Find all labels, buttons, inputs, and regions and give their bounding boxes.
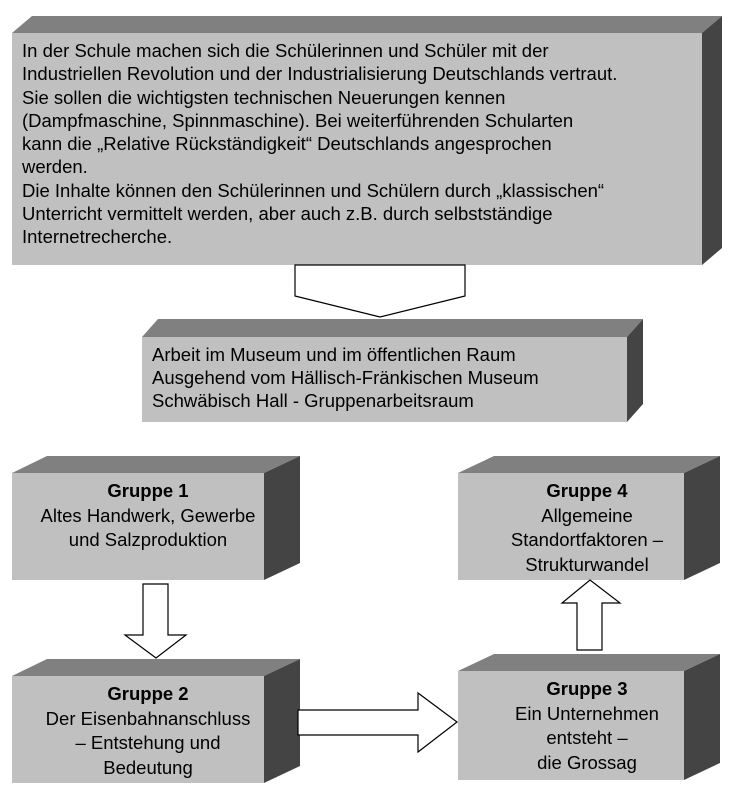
intro-text bbox=[22, 39, 712, 249]
group-3-box-top bbox=[458, 654, 720, 671]
group-4-line: Allgemeine bbox=[541, 504, 633, 526]
group-1-title: Gruppe 1 bbox=[107, 480, 189, 501]
group-4-box-top bbox=[458, 456, 720, 473]
arrow-down-group1-to-group2 bbox=[125, 584, 186, 658]
arrow-down-intro-to-museum bbox=[295, 265, 465, 317]
group-3-line: entsteht – bbox=[546, 727, 628, 748]
museum-line: Arbeit im Museum und im öffentlichen Raum bbox=[152, 344, 516, 365]
museum-line: Schwäbisch Hall - Gruppenarbeitsraum bbox=[152, 390, 474, 411]
group-2-line: – Entstehung und bbox=[75, 732, 221, 753]
group-4-title: Gruppe 4 bbox=[546, 480, 628, 501]
museum-line: Ausgehend vom Hällisch-Fränkischen Museum bbox=[152, 367, 539, 388]
group-1-line: und Salzproduktion bbox=[68, 529, 228, 550]
group-2-line: Der Eisenbahnanschluss bbox=[45, 707, 251, 729]
intro-line: kann die „Relative Rückständigkeit“ Deutschlands angesprochen bbox=[22, 133, 552, 155]
intro-line: (Dampfmaschine, Spinnmaschine). Bei weiterführenden Schularten bbox=[22, 109, 574, 131]
group-3-line: Ein Unternehmen bbox=[515, 702, 659, 724]
group-3-title: Gruppe 3 bbox=[546, 678, 628, 699]
group-2-line: Bedeutung bbox=[103, 756, 193, 778]
intro-line: Unterricht vermittelt werden, aber auch z.B. durch selbstständige bbox=[22, 203, 553, 225]
group-1-box-top bbox=[12, 456, 300, 473]
group-4-text bbox=[460, 479, 714, 577]
group-2-title: Gruppe 2 bbox=[107, 683, 189, 704]
group-4-line: Strukturwandel bbox=[525, 553, 649, 575]
group-2-text bbox=[14, 682, 282, 780]
intro-line: werden. bbox=[22, 156, 88, 178]
arrow-right-group2-to-group3 bbox=[298, 693, 457, 752]
group-3-line: die Grossag bbox=[537, 751, 637, 773]
group-3-text bbox=[460, 677, 714, 775]
intro-box-top bbox=[12, 16, 722, 33]
intro-line: Industriellen Revolution und der Industrialisierung Deutschlands vertraut. bbox=[22, 63, 618, 85]
intro-line: Sie sollen die wichtigsten technischen Neuerungen kennen bbox=[22, 86, 506, 108]
museum-box-top bbox=[142, 319, 643, 337]
group-1-line: Altes Handwerk, Gewerbe bbox=[40, 504, 256, 526]
group-4-line: Standortfaktoren – bbox=[510, 529, 664, 550]
museum-text bbox=[152, 343, 632, 412]
group-1-text bbox=[14, 479, 282, 553]
arrow-up-group3-to-group4 bbox=[562, 580, 620, 650]
intro-line: In der Schule machen sich die Schülerinnen und Schüler mit der bbox=[22, 40, 549, 61]
group-2-box-top bbox=[12, 659, 300, 676]
intro-line: Die Inhalte können den Schülerinnen und Schülern durch „klassischen“ bbox=[22, 179, 605, 201]
intro-line: Internetrecherche. bbox=[22, 226, 173, 248]
